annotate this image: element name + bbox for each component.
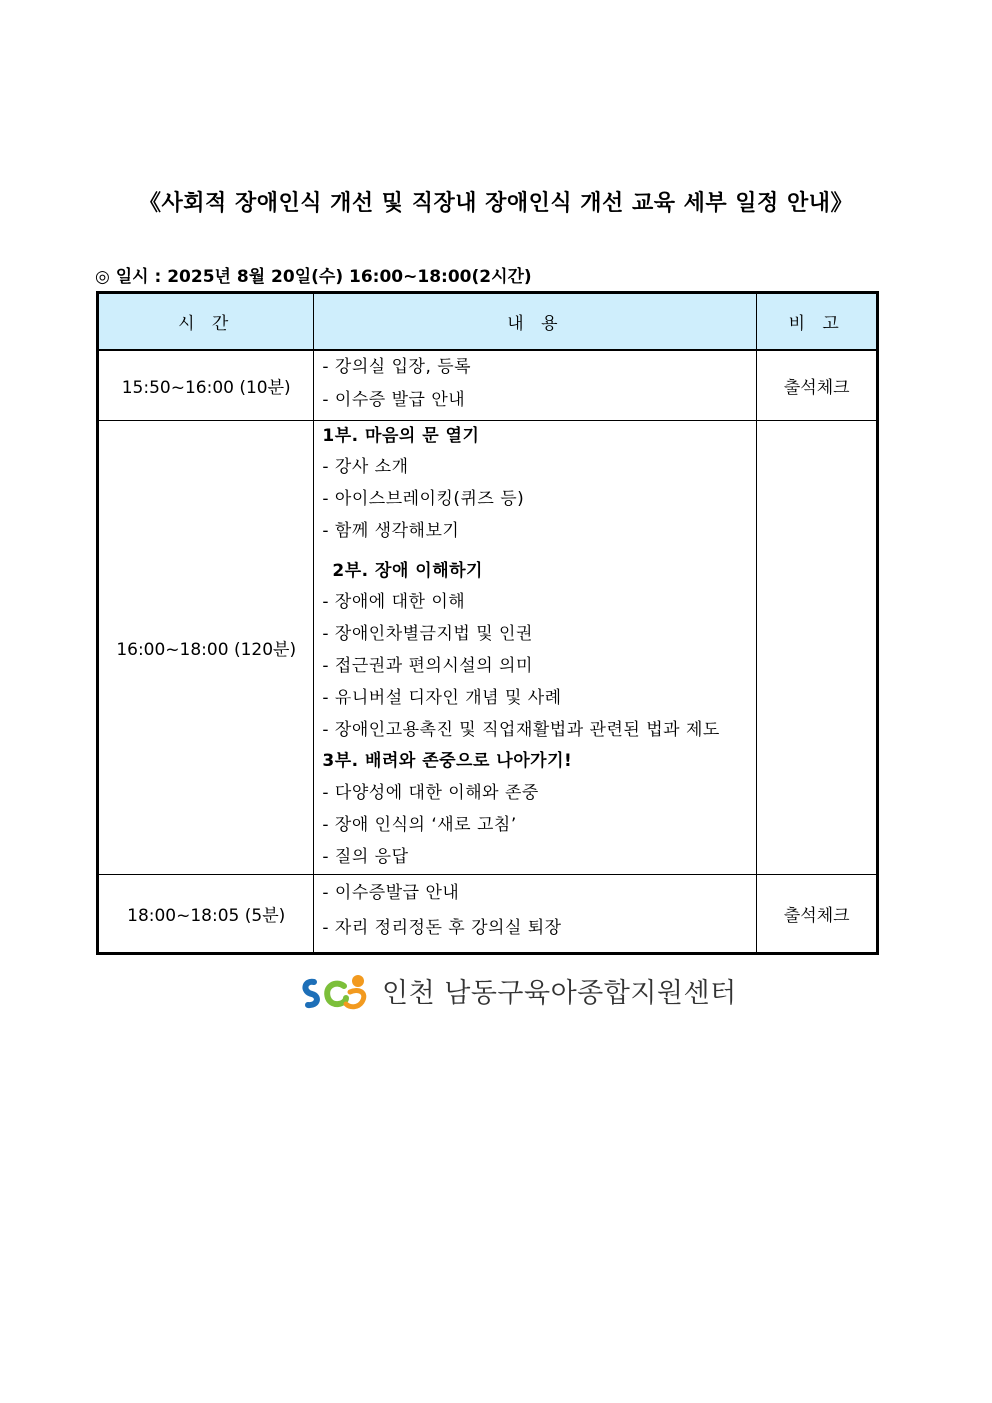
schedule-table (96, 291, 879, 955)
content-line: - 장애인차별금지법 및 인권 (322, 624, 533, 645)
row-content (314, 420, 757, 874)
row-content (314, 874, 757, 953)
row-time: 18:00~18:05 (5분) (98, 874, 314, 953)
content-line: - 접근권과 편의시설의 의미 (322, 656, 533, 677)
content-line: - 아이스브레이킹(퀴즈 등) (322, 489, 525, 510)
row-time: 16:00~18:00 (120분) (98, 420, 314, 874)
row-note: 출석체크 (757, 874, 878, 953)
table-row (98, 420, 878, 874)
row-note: 출석체크 (757, 350, 878, 420)
header-note: 비 고 (757, 293, 878, 351)
content-line: - 유니버설 디자인 개념 및 사례 (322, 687, 562, 708)
section-title: 1부. 마음의 문 열기 (322, 425, 480, 446)
content-line: - 질의 응답 (322, 846, 409, 867)
content-line: - 장애인고용촉진 및 직업재활법과 관련된 법과 제도 (322, 719, 720, 740)
content-line: - 장애 인식의 ‘새로 고침’ (322, 815, 517, 836)
row-time: 15:50~16:00 (10분) (98, 350, 314, 420)
content-line: - 장애에 대한 이해 (322, 592, 466, 613)
table-row (98, 350, 878, 420)
page-title: 《사회적 장애인식 개선 및 직장내 장애인식 개선 교육 세부 일정 안내》 (139, 191, 853, 216)
section-title: 2부. 장애 이해하기 (332, 560, 483, 581)
table-row (98, 874, 878, 953)
table-header-row (98, 293, 878, 351)
org-name: 인천 남동구육아종합지원센터 (382, 977, 737, 1009)
content-line: - 강사 소개 (322, 457, 409, 478)
content-line: - 강의실 입장, 등록 (322, 357, 472, 377)
section-title: 3부. 배려와 존중으로 나아가기! (322, 751, 573, 772)
header-content: 내 용 (314, 293, 757, 351)
content-line: - 함께 생각해보기 (322, 520, 460, 541)
content-line: - 다양성에 대한 이해와 존중 (322, 783, 539, 804)
event-date: ◎ 일시 : 2025년 8월 20일(수) 16:00~18:00(2시간) (95, 267, 532, 287)
content-line: - 이수증발급 안내 (322, 882, 460, 903)
row-content (314, 350, 757, 420)
content-line: - 자리 정리정돈 후 강의실 퇴장 (322, 917, 562, 938)
content-line: - 이수증 발급 안내 (322, 390, 466, 410)
spacer (322, 548, 756, 556)
header-time: 시 간 (98, 293, 314, 351)
footer (300, 968, 737, 1012)
row-note (757, 420, 878, 874)
center-logo-icon (300, 968, 376, 1012)
